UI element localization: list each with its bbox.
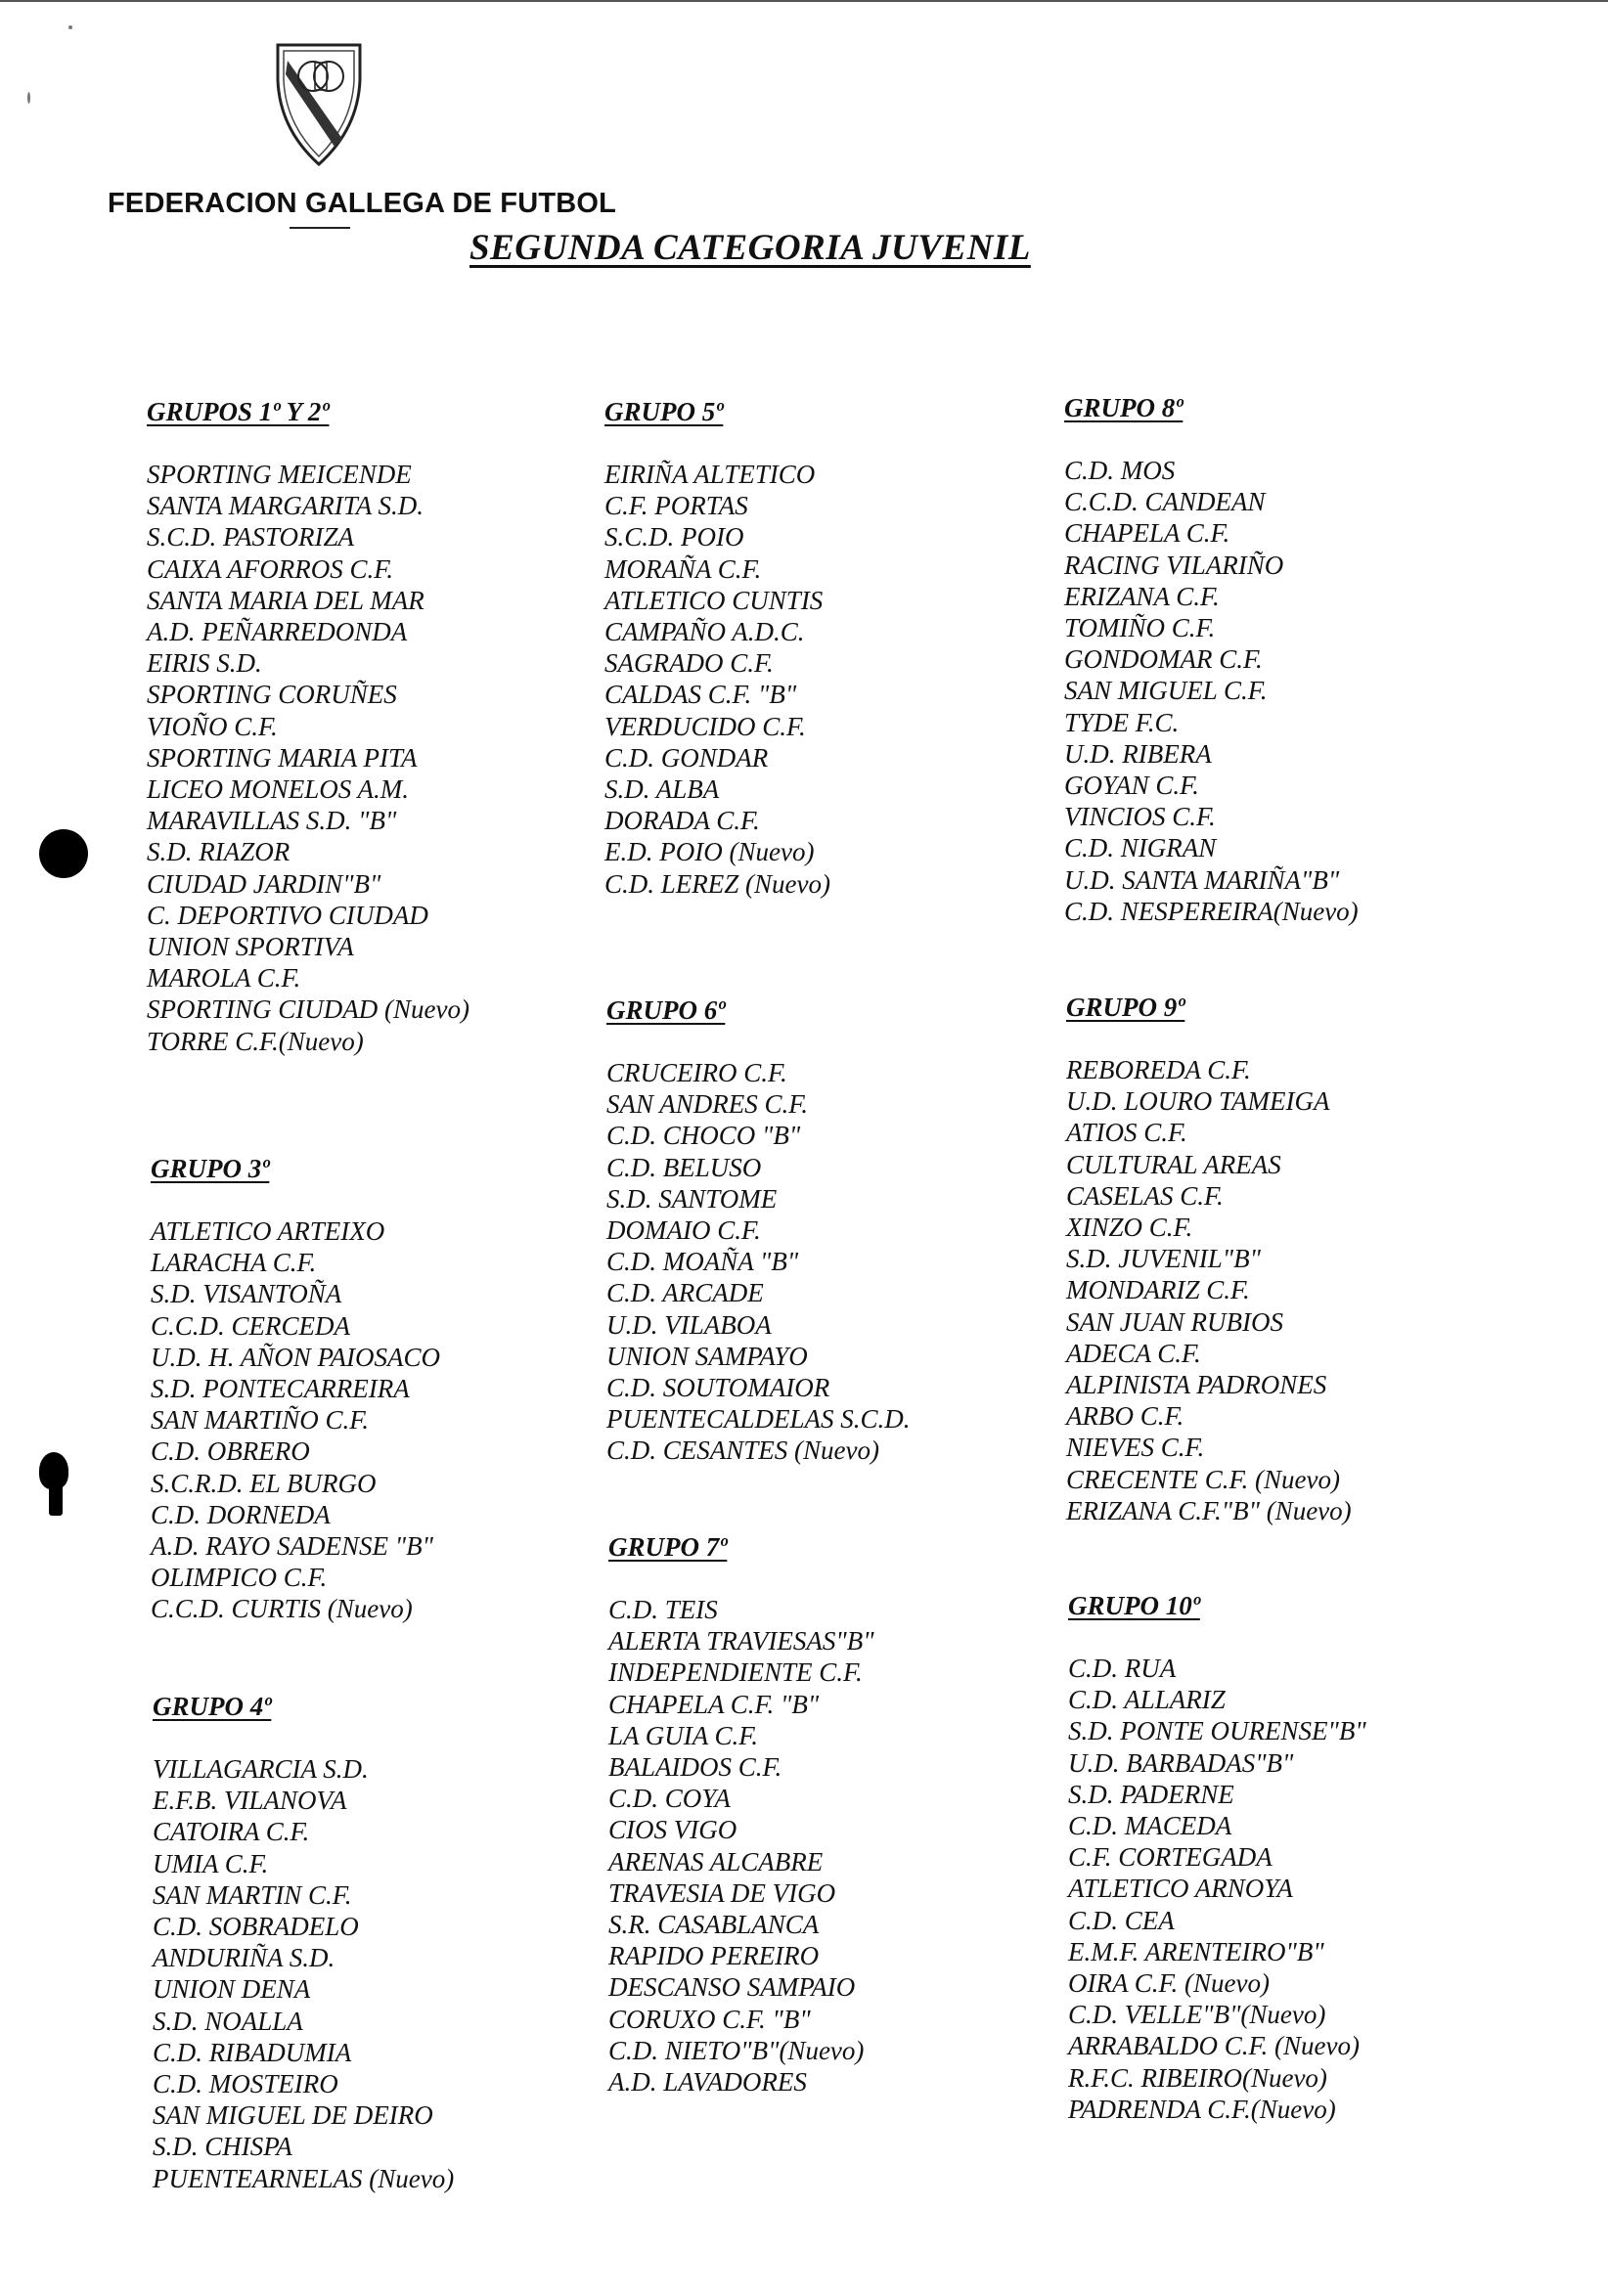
- team-name: ARENAS ALCABRE: [608, 1846, 824, 1877]
- team-group: [608, 1532, 1117, 2097]
- team-name: C.D. ARCADE: [606, 1278, 764, 1308]
- team-group: [1068, 1591, 1577, 2125]
- team-name: E.D. POIO (Nuevo): [604, 837, 815, 867]
- group-heading: GRUPO 8º: [1064, 393, 1184, 422]
- team-name: U.D. RIBERA: [1064, 738, 1212, 769]
- team-name: CATOIRA C.F.: [153, 1817, 310, 1847]
- team-name: TOMIÑO C.F.: [1064, 613, 1216, 643]
- team-group: [151, 1154, 659, 1625]
- team-name: SPORTING CIUDAD (Nuevo): [147, 994, 469, 1025]
- team-name: C.D. CHOCO "B": [606, 1121, 801, 1151]
- team-name: E.M.F. ARENTEIRO"B": [1068, 1936, 1324, 1966]
- scan-speck: [68, 25, 72, 29]
- team-name: UNION DENA: [153, 1974, 311, 2005]
- team-list: [151, 1215, 659, 1625]
- team-name: S.C.D. PASTORIZA: [147, 522, 355, 552]
- team-name: EIRIÑA ALTETICO: [604, 460, 816, 489]
- team-name: S.D. RIAZOR: [147, 837, 290, 867]
- team-name: PUENTECALDELAS S.C.D.: [606, 1404, 911, 1435]
- federation-shield-logo: [274, 41, 364, 168]
- team-name: A.D. PEÑARREDONDA: [147, 617, 408, 647]
- group-heading: GRUPO 5º: [604, 397, 724, 426]
- team-name: CULTURAL AREAS: [1066, 1149, 1281, 1179]
- team-name: S.D. VISANTOÑA: [151, 1279, 342, 1309]
- team-name: C.C.D. CANDEAN: [1064, 487, 1266, 517]
- team-name: C.D. COYA: [608, 1784, 731, 1814]
- team-name: U.D. LOURO TAMEIGA: [1066, 1086, 1330, 1117]
- team-name: MONDARIZ C.F.: [1066, 1275, 1250, 1305]
- punch-hole: [39, 829, 88, 878]
- team-name: LICEO MONELOS A.M.: [147, 774, 410, 805]
- team-name: TYDE F.C.: [1064, 707, 1180, 737]
- team-name: UNION SPORTIVA: [147, 932, 354, 962]
- team-name: XINZO C.F.: [1066, 1213, 1193, 1243]
- team-list: [153, 1753, 661, 2194]
- team-name: C. DEPORTIVO CIUDAD: [147, 900, 428, 930]
- team-group: [1064, 393, 1573, 927]
- team-list: [608, 1594, 1117, 2097]
- team-name: CHAPELA C.F.: [1064, 518, 1230, 549]
- team-name: C.D. OBRERO: [151, 1436, 310, 1467]
- team-name: MAROLA C.F.: [147, 963, 301, 993]
- team-name: DOMAIO C.F.: [606, 1215, 761, 1246]
- team-name: C.D. DORNEDA: [151, 1499, 331, 1529]
- team-name: SAN MARTIN C.F.: [153, 1879, 352, 1910]
- team-name: A.D. RAYO SADENSE "B": [151, 1531, 433, 1562]
- team-name: ARBO C.F.: [1066, 1401, 1184, 1432]
- team-name: C.D. MACEDA: [1068, 1811, 1232, 1841]
- team-name: VIOÑO C.F.: [147, 711, 278, 741]
- team-name: ATLETICO ARTEIXO: [151, 1216, 385, 1246]
- team-name: S.D. JUVENIL"B": [1066, 1244, 1261, 1274]
- team-name: CIOS VIGO: [608, 1815, 737, 1845]
- team-name: RAPIDO PEREIRO: [608, 1941, 820, 1971]
- team-name: SAN JUAN RUBIOS: [1066, 1306, 1283, 1337]
- team-name: DORADA C.F.: [604, 806, 760, 836]
- team-name: C.C.D. CERCEDA: [151, 1310, 351, 1341]
- punch-hole-tail: [49, 1477, 63, 1516]
- team-name: GONDOMAR C.F.: [1064, 644, 1263, 675]
- team-name: PADRENDA C.F.(Nuevo): [1068, 2094, 1336, 2124]
- team-name: TRAVESIA DE VIGO: [608, 1877, 836, 1908]
- team-name: CAMPAÑO A.D.C.: [604, 617, 805, 647]
- page-title: SEGUNDA CATEGORIA JUVENIL: [469, 228, 1031, 268]
- team-name: SAN ANDRES C.F.: [606, 1089, 809, 1120]
- team-name: E.F.B. VILANOVA: [153, 1786, 347, 1816]
- team-list: [147, 459, 655, 1057]
- team-name: C.D. CESANTES (Nuevo): [606, 1435, 879, 1466]
- team-name: C.F. CORTEGADA: [1068, 1842, 1273, 1873]
- team-name: C.D. MOSTEIRO: [153, 2069, 338, 2099]
- team-name: CRUCEIRO C.F.: [606, 1058, 787, 1087]
- team-name: S.D. SANTOME: [606, 1183, 778, 1214]
- group-heading: GRUPOS 1º Y 2º: [147, 397, 330, 426]
- team-name: S.D. PONTE OURENSE"B": [1068, 1716, 1366, 1746]
- team-name: VILLAGARCIA S.D.: [153, 1754, 369, 1784]
- team-name: CALDAS C.F. "B": [604, 680, 797, 710]
- team-name: U.D. H. AÑON PAIOSACO: [151, 1342, 441, 1372]
- team-name: SANTA MARIA DEL MAR: [147, 585, 424, 615]
- team-list: [1068, 1653, 1577, 2125]
- organization-underline: [290, 227, 350, 229]
- scan-speck: [27, 92, 30, 104]
- team-name: PUENTEARNELAS (Nuevo): [153, 2163, 455, 2193]
- group-heading: GRUPO 4º: [153, 1692, 272, 1721]
- group-heading: GRUPO 6º: [606, 995, 726, 1025]
- team-name: NIEVES C.F.: [1066, 1433, 1205, 1463]
- team-name: DESCANSO SAMPAIO: [608, 1972, 856, 2003]
- team-name: UMIA C.F.: [153, 1848, 269, 1878]
- team-name: LA GUIA C.F.: [608, 1720, 759, 1750]
- team-group: [1066, 993, 1575, 1526]
- group-heading: GRUPO 10º: [1068, 1591, 1200, 1620]
- team-name: ATLETICO CUNTIS: [604, 585, 824, 615]
- team-list: [604, 459, 1113, 900]
- team-name: ATLETICO ARNOYA: [1068, 1874, 1293, 1904]
- team-name: ANDURIÑA S.D.: [153, 1943, 335, 1973]
- team-name: C.D. ALLARIZ: [1068, 1685, 1226, 1715]
- team-name: C.D. BELUSO: [606, 1152, 762, 1182]
- team-name: A.D. LAVADORES: [608, 2067, 807, 2097]
- group-heading: GRUPO 3º: [151, 1154, 270, 1183]
- team-name: ADECA C.F.: [1066, 1338, 1201, 1368]
- team-name: S.D. PADERNE: [1068, 1779, 1234, 1809]
- team-name: ARRABALDO C.F. (Nuevo): [1068, 2031, 1360, 2061]
- team-name: RACING VILARIÑO: [1064, 550, 1284, 580]
- team-name: CAIXA AFORROS C.F.: [147, 553, 393, 584]
- team-name: ERIZANA C.F."B" (Nuevo): [1066, 1495, 1352, 1525]
- team-name: TORRE C.F.(Nuevo): [147, 1026, 364, 1056]
- team-name: SAN MARTIÑO C.F.: [151, 1405, 370, 1435]
- team-name: C.D. NIETO"B"(Nuevo): [608, 2035, 865, 2065]
- team-name: ERIZANA C.F.: [1064, 581, 1220, 611]
- team-name: S.D. NOALLA: [153, 2006, 303, 2036]
- team-name: CIUDAD JARDIN"B": [147, 868, 381, 899]
- team-name: C.D. NESPEREIRA(Nuevo): [1064, 896, 1359, 926]
- team-name: S.D. CHISPA: [153, 2132, 292, 2162]
- team-name: C.D. LEREZ (Nuevo): [604, 868, 830, 899]
- team-name: VINCIOS C.F.: [1064, 802, 1216, 832]
- team-name: CORUXO C.F. "B": [608, 2004, 811, 2034]
- team-name: INDEPENDIENTE C.F.: [608, 1657, 863, 1688]
- team-group: [153, 1692, 661, 2194]
- team-name: SAN MIGUEL DE DEIRO: [153, 2100, 433, 2131]
- team-group: [606, 995, 1115, 1467]
- team-name: S.C.D. POIO: [604, 522, 744, 552]
- team-name: C.D. RIBADUMIA: [153, 2037, 352, 2067]
- team-name: C.D. VELLE"B"(Nuevo): [1068, 2000, 1326, 2030]
- team-name: SANTA MARGARITA S.D.: [147, 491, 424, 521]
- team-name: SAGRADO C.F.: [604, 648, 774, 679]
- team-name: C.D. CEA: [1068, 1905, 1175, 1935]
- team-list: [606, 1057, 1115, 1467]
- team-name: CASELAS C.F.: [1066, 1180, 1224, 1211]
- team-name: ALPINISTA PADRONES: [1066, 1370, 1327, 1400]
- team-name: C.D. TEIS: [608, 1595, 718, 1624]
- team-name: UNION SAMPAYO: [606, 1341, 808, 1371]
- team-name: C.D. MOS: [1064, 456, 1176, 485]
- team-name: U.D. VILABOA: [606, 1309, 772, 1340]
- team-name: SAN MIGUEL C.F.: [1064, 676, 1268, 706]
- team-name: MARAVILLAS S.D. "B": [147, 806, 397, 836]
- team-name: OLIMPICO C.F.: [151, 1563, 328, 1593]
- team-name: S.D. PONTECARREIRA: [151, 1374, 410, 1404]
- team-list: [1064, 455, 1573, 927]
- team-name: U.D. SANTA MARIÑA"B": [1064, 864, 1340, 895]
- team-name: SPORTING CORUÑES: [147, 680, 397, 710]
- team-name: S.D. ALBA: [604, 774, 720, 805]
- team-name: C.F. PORTAS: [604, 491, 748, 521]
- team-name: C.D. RUA: [1068, 1654, 1177, 1683]
- scan-top-edge: [0, 0, 1608, 2]
- team-name: SPORTING MEICENDE: [147, 460, 412, 489]
- team-name: REBOREDA C.F.: [1066, 1055, 1251, 1084]
- team-name: C.C.D. CURTIS (Nuevo): [151, 1594, 413, 1624]
- team-name: U.D. BARBADAS"B": [1068, 1747, 1294, 1778]
- group-heading: GRUPO 9º: [1066, 993, 1185, 1022]
- team-name: C.D. MOAÑA "B": [606, 1247, 799, 1277]
- team-list: [1066, 1054, 1575, 1526]
- team-name: R.F.C. RIBEIRO(Nuevo): [1068, 2062, 1327, 2093]
- team-group: [604, 397, 1113, 900]
- team-name: S.C.R.D. EL BURGO: [151, 1468, 377, 1498]
- team-name: ATIOS C.F.: [1066, 1118, 1187, 1148]
- team-name: BALAIDOS C.F.: [608, 1752, 782, 1783]
- group-heading: GRUPO 7º: [608, 1532, 728, 1562]
- team-name: VERDUCIDO C.F.: [604, 711, 806, 741]
- team-name: OIRA C.F. (Nuevo): [1068, 1968, 1270, 1999]
- team-name: GOYAN C.F.: [1064, 771, 1199, 801]
- organization-name: FEDERACION GALLEGA DE FUTBOL: [108, 188, 617, 219]
- team-name: ALERTA TRAVIESAS"B": [608, 1626, 874, 1656]
- team-name: EIRIS S.D.: [147, 648, 262, 679]
- team-name: CHAPELA C.F. "B": [608, 1689, 820, 1719]
- team-name: C.D. SOUTOMAIOR: [606, 1373, 830, 1403]
- team-name: S.R. CASABLANCA: [608, 1910, 820, 1940]
- team-name: MORAÑA C.F.: [604, 553, 762, 584]
- team-name: C.D. SOBRADELO: [153, 1912, 359, 1942]
- team-name: C.D. GONDAR: [604, 742, 769, 773]
- team-name: LARACHA C.F.: [151, 1248, 317, 1278]
- team-name: CRECENTE C.F. (Nuevo): [1066, 1464, 1340, 1494]
- team-name: SPORTING MARIA PITA: [147, 742, 418, 773]
- team-group: [147, 397, 655, 1057]
- team-name: C.D. NIGRAN: [1064, 833, 1217, 863]
